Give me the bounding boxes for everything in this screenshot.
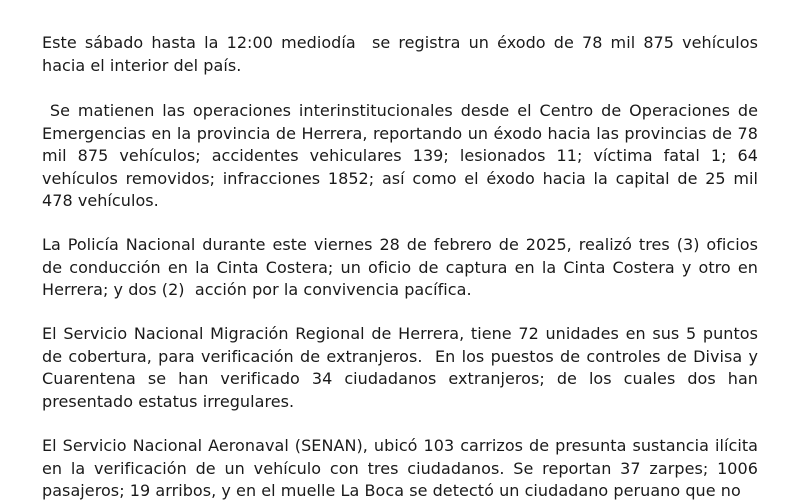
paragraph-exodo-interior: Este sábado hasta la 12:00 mediodía se registra un éxodo de 78 mil 875 vehículos hacia el interior del país.: [42, 33, 764, 75]
paragraph-centro-operaciones: Se matienen las operaciones interinstitucionales desde el Centro de Operaciones de Emergencias en la provincia de Herrera, reportando un éxodo hacia las provincias de 78 mil 875 vehículos; accidentes vehiculares 139; lesionados 11; víctima fatal 1; 64 vehículos removidos; infracciones 1852; así como el éxodo hacia la capital de 25 mil 478 vehículos.: [42, 101, 764, 210]
paragraph-migracion: El Servicio Nacional Migración Regional de Herrera, tiene 72 unidades en sus 5 puntos de cobertura, para verificación de extranjeros. En los puestos de controles de Divisa y Cuarentena se han verificado 34 ciudadanos extranjeros; de los cuales dos han presentado estatus irregulares.: [42, 324, 764, 411]
paragraph-senan: El Servicio Nacional Aeronaval (SENAN), ubicó 103 carrizos de presunta sustancia ilícita en la verificación de un vehículo con tres ciudadanos. Se reportan 37 zarpes; 1006 pasajeros; 19 arribos, y en el muelle La Boca se detectó un ciudadano peruano que no: [42, 436, 764, 500]
paragraph-policia-nacional: La Policía Nacional durante este viernes 28 de febrero de 2025, realizó tres (3) oficios de conducción en la Cinta Costera; un oficio de captura en la Cinta Costera y otro en Herrera; y dos (2) acción por la convivencia pacífica.: [42, 235, 764, 299]
